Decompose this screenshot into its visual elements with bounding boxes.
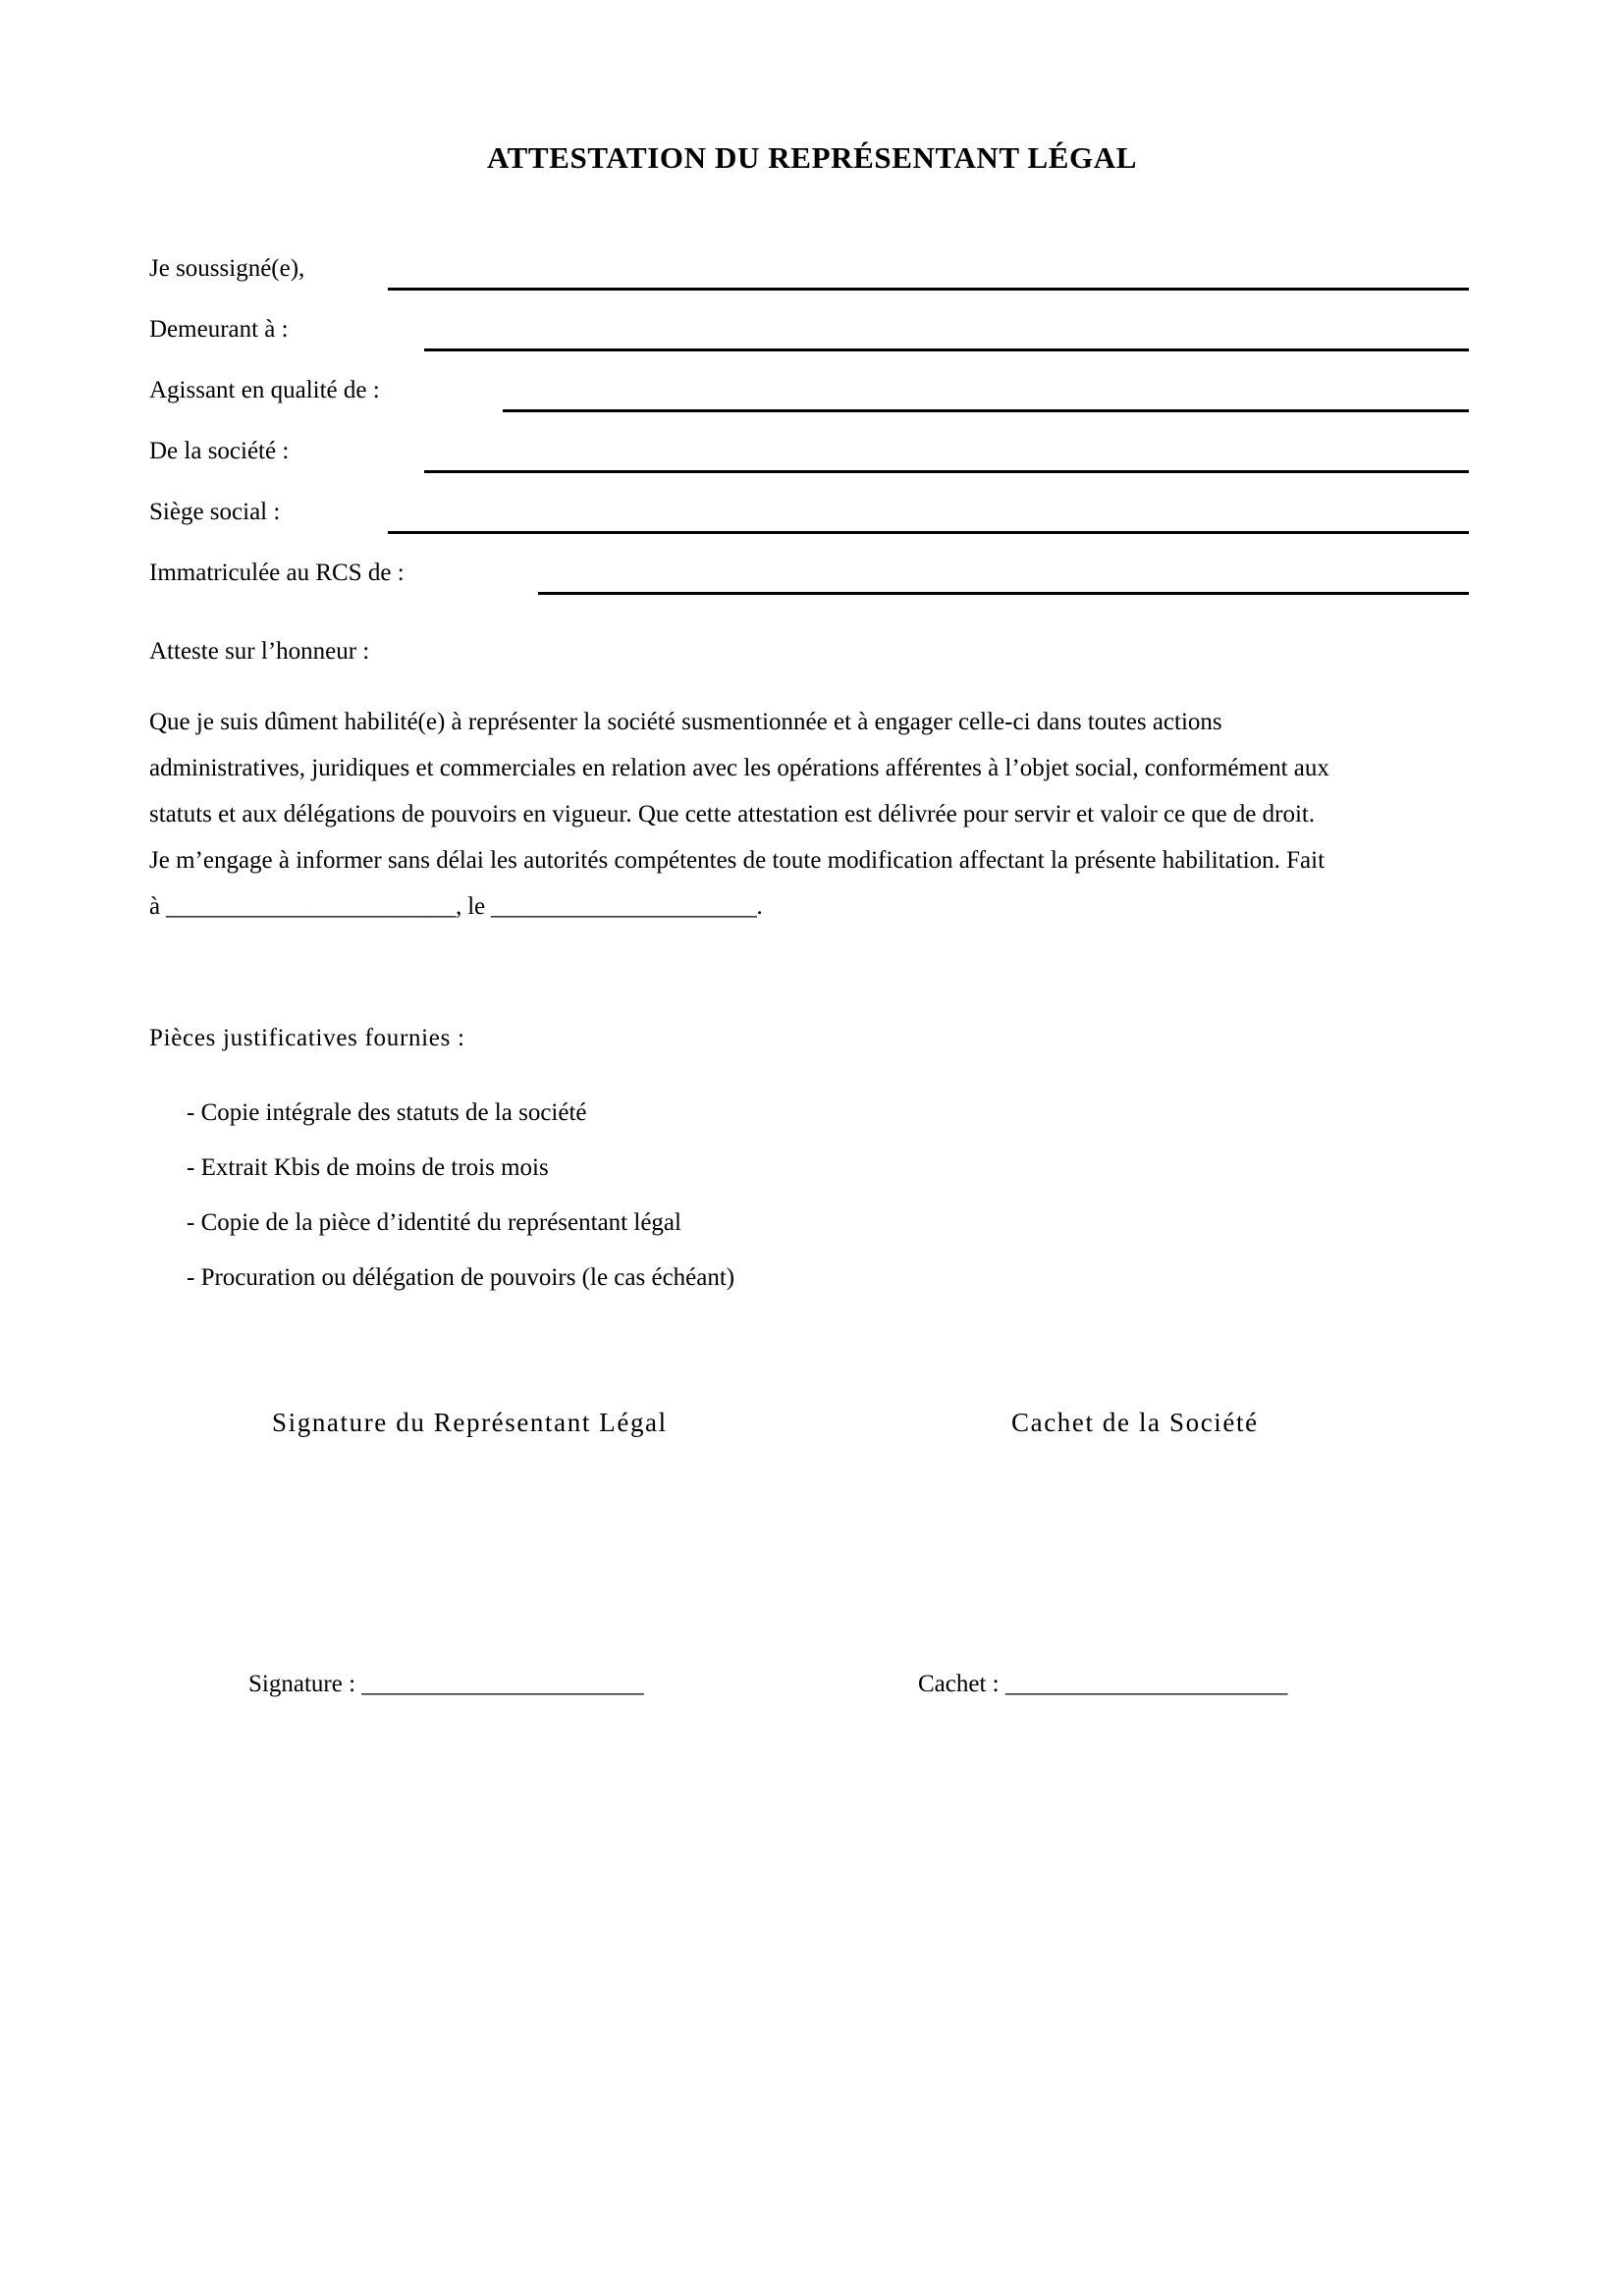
supporting-documents-heading: Pièces justificatives fournies : [149, 1025, 465, 1051]
form-field-input-rule[interactable] [424, 348, 1469, 351]
signature-heading-company-stamp: Cachet de la Société [1011, 1408, 1259, 1437]
form-field-row [149, 253, 1485, 293]
list-item: - Copie de la pièce d’identité du représentant légal [187, 1209, 681, 1236]
form-field-input-rule[interactable] [388, 531, 1469, 534]
attestation-lead-in: Atteste sur l’honneur : [149, 638, 370, 665]
attestation-body-line: administratives, juridiques et commerciales en relation avec les opérations afférentes à l’objet social, conformément aux [149, 755, 1329, 781]
supporting-documents-list [187, 1086, 734, 1306]
page-title: ATTESTATION DU REPRÉSENTANT LÉGAL [486, 139, 1138, 175]
form-field-label: Demeurant à : [149, 316, 289, 343]
form-field-row [149, 375, 1485, 414]
cachet-fill-line[interactable]: Cachet : _______________________ [918, 1671, 1288, 1697]
form-field-row [149, 436, 1485, 475]
list-item: - Extrait Kbis de moins de trois mois [187, 1154, 549, 1181]
form-field-label: Je soussigné(e), [149, 255, 305, 282]
form-field-input-rule[interactable] [388, 288, 1469, 291]
attestation-body-line: à ________________________, le ______________________. [149, 893, 763, 920]
list-item: - Copie intégrale des statuts de la société [187, 1099, 587, 1126]
signature-fill-line[interactable]: Signature : _______________________ [248, 1671, 644, 1697]
form-field-row [149, 314, 1485, 353]
form-field-label: Siège social : [149, 499, 281, 525]
form-field-label: De la société : [149, 438, 290, 464]
signature-heading-representative: Signature du Représentant Légal [272, 1408, 668, 1437]
attestation-body [149, 699, 1475, 930]
list-item: - Procuration ou délégation de pouvoirs (le cas échéant) [187, 1264, 735, 1291]
form-field-row [149, 497, 1485, 536]
form-field-label: Immatriculée au RCS de : [149, 560, 405, 586]
form-field-row [149, 558, 1485, 597]
form-field-label: Agissant en qualité de : [149, 377, 380, 403]
attestation-body-line: Que je suis dûment habilité(e) à représenter la société susmentionnée et à engager celle-ci dans toutes actions [149, 709, 1222, 735]
attestation-body-line: statuts et aux délégations de pouvoirs en vigueur. Que cette attestation est délivrée pour servir et valoir ce que de droit. [149, 801, 1316, 828]
form-field-input-rule[interactable] [538, 592, 1469, 595]
form-field-input-rule[interactable] [424, 470, 1469, 473]
attestation-body-line: Je m’engage à informer sans délai les autorités compétentes de toute modification affectant la présente habilitation. Fait [149, 847, 1326, 874]
form-field-input-rule[interactable] [503, 409, 1469, 412]
